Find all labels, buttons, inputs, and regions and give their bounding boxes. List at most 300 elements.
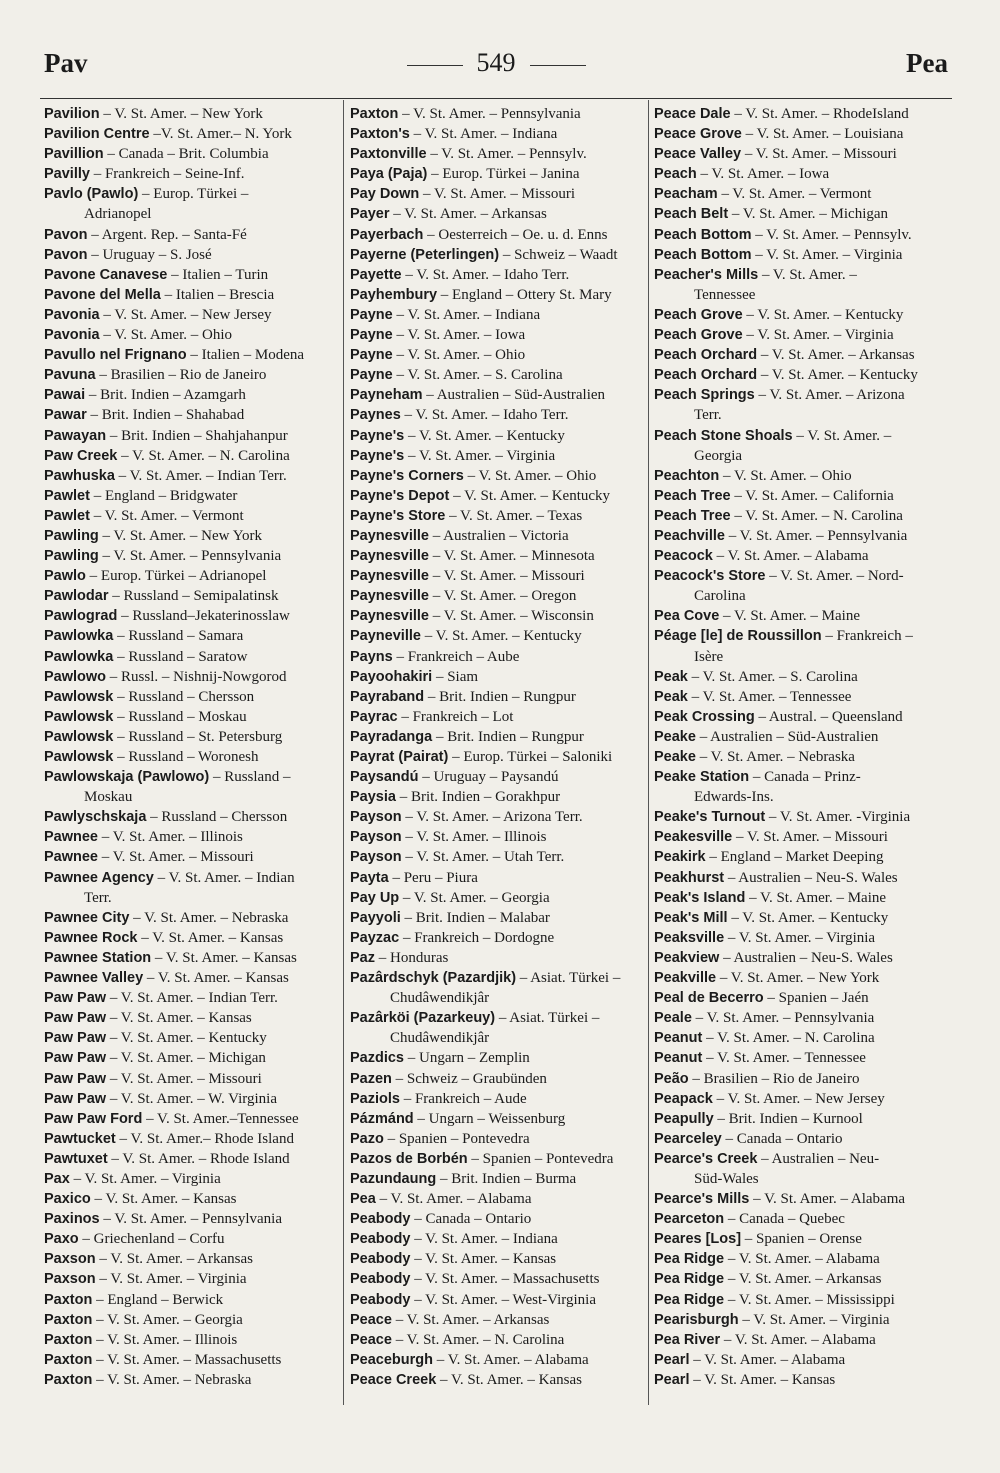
entry-headword: Paw Paw	[44, 1050, 107, 1067]
entry-headword: Paxson	[44, 1271, 96, 1288]
entry-location: – V. St. Amer. – Tennessee	[687, 688, 852, 705]
gazetteer-entry	[350, 888, 650, 908]
entry-location: – V. St. Amer. – Pennsylvania	[98, 548, 282, 565]
gazetteer-entry	[44, 586, 344, 606]
entry-location: – V. St. Amer. – Vermont	[89, 507, 244, 524]
entry-location: – V. St. Amer. – Arkansas	[757, 347, 915, 364]
gazetteer-entry-continuation	[44, 787, 344, 807]
column-1	[44, 104, 344, 1390]
entry-headword: Peakview	[654, 949, 720, 966]
entry-headword: Pavilion	[44, 106, 100, 122]
entry-location: – V. St. Amer. – New Jersey	[99, 306, 272, 323]
gazetteer-entry	[654, 827, 954, 847]
entry-location: Chudâwendikjâr	[390, 990, 490, 1007]
gazetteer-entry	[654, 747, 954, 767]
entry-location: – Russland – Chersson	[146, 809, 288, 826]
entry-headword: Peakirk	[654, 849, 706, 866]
entry-headword: Pea Cove	[654, 608, 720, 625]
entry-headword: Peão	[654, 1070, 689, 1087]
entry-headword: Paynesville	[350, 568, 429, 585]
gazetteer-entry	[654, 245, 954, 265]
gazetteer-entry	[654, 1129, 954, 1149]
gazetteer-entry	[44, 928, 344, 948]
entry-location: – V. St. Amer. – Alabama	[433, 1351, 589, 1368]
gazetteer-entry	[44, 506, 344, 526]
gazetteer-entry	[654, 486, 954, 506]
gazetteer-entry	[654, 325, 954, 345]
gazetteer-entry	[44, 767, 344, 787]
gazetteer-entry	[350, 847, 650, 867]
entry-location: – Uruguay – Paysandú	[418, 769, 559, 786]
entry-location: – England – Bridgwater	[89, 487, 238, 504]
entry-location: – V. St. Amer. – Arkansas	[389, 206, 547, 223]
entry-location: – V. St. Amer. – Kansas	[137, 929, 284, 946]
entry-location: – Frankreich – Aude	[399, 1090, 527, 1107]
entry-headword: Paysandú	[350, 769, 419, 786]
entry-location: – V. St. Amer. – N. Carolina	[702, 1030, 875, 1047]
gazetteer-entry	[350, 265, 650, 285]
entry-location: – V. St. Amer. – S. Carolina	[392, 367, 563, 384]
gazetteer-entry	[654, 526, 954, 546]
gazetteer-entry	[44, 1109, 344, 1129]
gazetteer-entry	[654, 847, 954, 867]
entry-headword: Peach Belt	[654, 206, 729, 223]
gazetteer-entry	[654, 1028, 954, 1048]
entry-headword: Paziols	[350, 1090, 400, 1107]
running-head-left: Pav	[44, 48, 88, 78]
entry-location: – Ungarn – Weissenburg	[413, 1110, 566, 1127]
gazetteer-entry	[350, 747, 650, 767]
entry-location: – Spanien – Orense	[741, 1231, 862, 1248]
entry-location: – Asiat. Türkei –	[495, 1010, 600, 1027]
entry-location: – V. St. Amer. – Alabama	[724, 1251, 880, 1268]
gazetteer-entry	[44, 1330, 344, 1350]
entry-location: – V. St. Amer. – Virginia	[69, 1170, 221, 1187]
entry-location: – V. St. Amer. – Ohio	[463, 467, 597, 484]
entry-location: – V. St. Amer. – Idaho Terr.	[400, 407, 569, 424]
entry-headword: Pawlograd	[44, 608, 118, 625]
gazetteer-entry	[654, 1209, 954, 1229]
gazetteer-entry	[350, 667, 650, 687]
gazetteer-entry-continuation	[654, 446, 954, 466]
entry-headword: Peabody	[350, 1291, 411, 1308]
entry-location: Terr.	[694, 407, 722, 424]
gazetteer-entry	[350, 1350, 650, 1370]
entry-headword: Pawlo	[44, 568, 86, 585]
entry-headword: Paxtonville	[350, 146, 427, 163]
entry-location: – Australien – Victoria	[429, 527, 569, 544]
entry-headword: Paynesville	[350, 588, 429, 605]
entry-location: – Frankreich –	[821, 628, 913, 645]
entry-location: – V. St. Amer. – Missouri	[419, 186, 576, 203]
entry-location: – Russland – St. Petersburg	[113, 728, 283, 745]
entry-headword: Pazârdschyk (Pazardjik)	[350, 970, 517, 987]
entry-headword: Payson	[350, 849, 402, 866]
gazetteer-entry	[654, 204, 954, 224]
entry-location: – V. St. Amer. – Arkansas	[391, 1311, 550, 1328]
gazetteer-entry	[654, 566, 954, 586]
entry-headword: Pay Up	[350, 889, 400, 906]
gazetteer-entry	[44, 1089, 344, 1109]
entry-location: – V. St. Amer. – Pennsylvania	[724, 527, 908, 544]
entry-location: – V. St. Amer. – Massachusetts	[92, 1351, 282, 1368]
gazetteer-entry	[654, 1310, 954, 1330]
entry-location: – V. St. Amer. – Arizona	[754, 387, 905, 404]
entry-headword: Pazen	[350, 1070, 392, 1087]
gazetteer-entry	[350, 1189, 650, 1209]
entry-headword: Pavone del Mella	[44, 286, 161, 303]
gazetteer-entry	[654, 184, 954, 204]
gazetteer-entry	[44, 486, 344, 506]
entry-location: – Australien – Neu-S. Wales	[719, 949, 893, 966]
entry-location: – V. St. Amer. – Alabama	[720, 1331, 876, 1348]
entry-headword: Pavonia	[44, 306, 100, 323]
entry-location: – V. St. Amer. – Ohio	[99, 327, 232, 344]
gazetteer-entry-continuation	[654, 285, 954, 305]
gazetteer-entry	[350, 405, 650, 425]
entry-headword: Payne's Store	[350, 507, 446, 524]
entry-location: – Canada – Ontario	[410, 1211, 532, 1228]
gazetteer-entry	[350, 345, 650, 365]
entry-headword: Payhembury	[350, 286, 438, 303]
gazetteer-entry	[654, 365, 954, 385]
entry-location: – V. St. Amer. – Ohio	[719, 467, 852, 484]
entry-location: Edwards-Ins.	[694, 789, 774, 806]
gazetteer-entry-continuation	[654, 787, 954, 807]
entry-location: – V. St. Amer. –	[792, 427, 892, 444]
entry-location: – V. St. Amer. – Kentucky	[727, 909, 889, 926]
entry-location: – V. St. Amer. – Pennsylvania	[398, 106, 581, 122]
gazetteer-entry	[350, 144, 650, 164]
entry-headword: Paxton	[44, 1331, 93, 1348]
gazetteer-entry	[44, 245, 344, 265]
gazetteer-entry	[654, 546, 954, 566]
entry-headword: Pawlowsk	[44, 688, 114, 705]
entry-location: – V. St. Amer. – Alabama	[375, 1191, 532, 1208]
entry-headword: Pea	[350, 1191, 376, 1208]
entry-headword: Peak Crossing	[654, 708, 755, 725]
entry-location: – V. St. Amer. – Virginia	[751, 246, 903, 263]
entry-location: –V. St. Amer.– N. York	[149, 126, 292, 143]
gazetteer-entry	[44, 626, 344, 646]
entry-location: – Honduras	[375, 949, 449, 966]
gazetteer-entry	[44, 426, 344, 446]
entry-headword: Pawlet	[44, 507, 90, 524]
entry-location: – V. St. Amer. – Maine	[719, 608, 861, 625]
gazetteer-entry	[654, 667, 954, 687]
gazetteer-entry	[44, 1310, 344, 1330]
gazetteer-entry	[350, 1048, 650, 1068]
entry-headword: Pawlowsk	[44, 749, 114, 765]
gazetteer-entry	[44, 1008, 344, 1028]
entry-headword: Pawlyschskaja	[44, 809, 147, 826]
entry-location: – V. St. Amer. – Pennsylv.	[751, 226, 912, 243]
gazetteer-entry	[350, 1249, 650, 1269]
entry-headword: Payerbach	[350, 226, 424, 243]
entry-location: – Canada – Prinz-	[749, 769, 861, 786]
gazetteer-entry	[350, 868, 650, 888]
entry-location: Carolina	[694, 588, 746, 605]
gazetteer-entry-continuation	[350, 1028, 650, 1048]
gazetteer-entry	[654, 1249, 954, 1269]
entry-location: – V. St. Amer. – New York	[716, 970, 880, 987]
gazetteer-entry	[44, 385, 344, 405]
entry-location: – Brit. Indien – Kurnool	[713, 1110, 863, 1127]
gazetteer-entry	[654, 928, 954, 948]
gazetteer-entry	[350, 446, 650, 466]
gazetteer-entry	[44, 747, 344, 767]
entry-location: – V. St. Amer. – W. Virginia	[106, 1090, 278, 1107]
entry-headword: Peachton	[654, 467, 720, 484]
gazetteer-entry	[350, 365, 650, 385]
entry-location: – Spanien – Jaén	[763, 990, 869, 1007]
entry-headword: Payneville	[350, 628, 421, 645]
entry-headword: Payerne (Peterlingen)	[350, 246, 500, 263]
entry-headword: Paxico	[44, 1191, 91, 1208]
gazetteer-entry	[654, 466, 954, 486]
gazetteer-entry	[654, 164, 954, 184]
entry-location: – V. St. Amer. – Pennsylvania	[691, 1010, 875, 1027]
column-3	[654, 104, 954, 1390]
entry-location: – V. St. Amer. – Michigan	[728, 206, 889, 223]
gazetteer-entry	[654, 1229, 954, 1249]
gazetteer-entry	[44, 1229, 344, 1249]
gazetteer-entry	[654, 908, 954, 928]
entry-headword: Pearl	[654, 1351, 690, 1368]
entry-location: – Schweiz – Waadt	[499, 246, 618, 263]
gazetteer-entry	[350, 225, 650, 245]
header-dash-left	[407, 65, 463, 66]
entry-headword: Péage [le] de Roussillon	[654, 628, 822, 645]
entry-location: – Frankreich – Lot	[397, 708, 514, 725]
gazetteer-entry	[654, 1350, 954, 1370]
column-2	[350, 104, 650, 1390]
entry-headword: Payne	[350, 306, 393, 323]
entry-headword: Peapully	[654, 1110, 714, 1127]
gazetteer-entry	[654, 1149, 954, 1169]
entry-headword: Pay Down	[350, 186, 420, 203]
entry-location: – Brasilien – Rio de Janeiro	[95, 367, 267, 384]
entry-location: Chudâwendikjâr	[390, 1030, 490, 1047]
entry-location: – Frankreich – Seine-Inf.	[89, 166, 245, 183]
entry-location: – V. St. Amer. – Rhode Island	[107, 1150, 290, 1167]
entry-location: – Siam	[432, 668, 479, 685]
entry-location: – Europ. Türkei – Adrianopel	[85, 568, 267, 585]
entry-headword: Peace	[350, 1311, 392, 1328]
entry-headword: Peaksville	[654, 929, 725, 946]
gazetteer-entry	[44, 667, 344, 687]
entry-headword: Pawnee Station	[44, 949, 152, 966]
running-head-right: Pea	[906, 48, 948, 78]
entry-headword: Peak	[654, 668, 688, 685]
entry-headword: Pawnee Rock	[44, 929, 138, 946]
gazetteer-entry	[44, 707, 344, 727]
entry-headword: Peach Bottom	[654, 226, 752, 243]
entry-location: – V. St. Amer. -Virginia	[765, 809, 911, 826]
gazetteer-entry	[654, 265, 954, 285]
entry-headword: Peach Grove	[654, 306, 743, 323]
gazetteer-entry	[350, 526, 650, 546]
entry-location: – V. St. Amer. – Indiana	[392, 306, 541, 323]
entry-headword: Pearce's Creek	[654, 1150, 758, 1167]
entry-location: – England – Berwick	[92, 1291, 224, 1308]
gazetteer-entry	[350, 968, 650, 988]
entry-location: – V. St. Amer. – Kentucky	[420, 628, 582, 645]
gazetteer-entry	[654, 1189, 954, 1209]
entry-location: – V. St. Amer. – N. Carolina	[117, 447, 290, 464]
entry-location: – V. St. Amer. – Wisconsin	[429, 608, 594, 625]
entry-location: – Ungarn – Zemplin	[404, 1050, 530, 1067]
gazetteer-entry	[654, 687, 954, 707]
entry-location: – V. St. Amer. – Missouri	[741, 146, 897, 163]
entry-headword: Pazdics	[350, 1050, 404, 1067]
gazetteer-entry	[44, 647, 344, 667]
gazetteer-entry	[350, 707, 650, 727]
gazetteer-entry	[350, 647, 650, 667]
gazetteer-entry	[44, 1269, 344, 1289]
gazetteer-entry	[654, 626, 954, 646]
entry-location: – Oesterreich – Oe. u. d. Enns	[423, 226, 608, 243]
gazetteer-entry	[654, 1048, 954, 1068]
gazetteer-entry	[44, 285, 344, 305]
entry-location: – Canada – Quebec	[724, 1211, 845, 1228]
gazetteer-entry	[44, 365, 344, 385]
entry-headword: Payne's Depot	[350, 487, 450, 504]
gazetteer-entry	[44, 1189, 344, 1209]
gazetteer-entry	[44, 104, 344, 124]
gazetteer-entry	[654, 1089, 954, 1109]
gazetteer-entry	[350, 948, 650, 968]
entry-location: – V. St. Amer. – Missouri	[429, 568, 585, 585]
entry-location: – V. St. Amer. – Illinois	[98, 829, 243, 846]
gazetteer-entry	[350, 586, 650, 606]
entry-headword: Paw Paw	[44, 1090, 107, 1107]
entry-headword: Pawai	[44, 387, 86, 404]
entry-location: – Russland – Samara	[113, 628, 244, 645]
gazetteer-entry	[350, 546, 650, 566]
entry-headword: Peach Grove	[654, 327, 743, 344]
entry-headword: Paxinos	[44, 1211, 100, 1228]
entry-headword: Paya (Paja)	[350, 166, 428, 183]
entry-location: – Griechenland – Corfu	[78, 1231, 225, 1248]
entry-headword: Peace Grove	[654, 126, 742, 143]
gazetteer-entry	[44, 1028, 344, 1048]
entry-headword: Paxton	[44, 1351, 93, 1368]
entry-location: – Brit. Indien – Azamgarh	[85, 387, 246, 404]
entry-headword: Payson	[350, 809, 402, 826]
entry-headword: Payne's Corners	[350, 467, 464, 484]
gazetteer-entry	[350, 1330, 650, 1350]
entry-headword: Pavilion Centre	[44, 126, 150, 143]
entry-headword: Payne's	[350, 427, 405, 444]
gazetteer-entry	[654, 888, 954, 908]
gazetteer-entry	[350, 506, 650, 526]
gazetteer-entry	[350, 305, 650, 325]
entry-location: – V. St. Amer. – New York	[99, 106, 263, 122]
gazetteer-entry	[350, 104, 650, 124]
gazetteer-entry-continuation	[654, 405, 954, 425]
entry-location: – V. St. Amer. – Indian Terr.	[114, 467, 287, 484]
entry-headword: Peakhurst	[654, 869, 725, 886]
entry-headword: Payer	[350, 206, 390, 223]
entry-location: – Frankreich – Dordogne	[399, 929, 555, 946]
entry-location: – Russland – Saratow	[113, 648, 248, 665]
entry-headword: Paxton	[44, 1291, 93, 1308]
gazetteer-entry	[44, 1350, 344, 1370]
entry-headword: Peace Creek	[350, 1371, 437, 1388]
entry-headword: Paynesville	[350, 527, 429, 544]
entry-headword: Paynes	[350, 407, 401, 424]
gazetteer-entry	[44, 164, 344, 184]
entry-location: – V. St. Amer. – Tennessee	[702, 1050, 866, 1067]
entry-location: – Argent. Rep. – Santa-Fé	[87, 226, 247, 243]
entry-headword: Peaceburgh	[350, 1351, 433, 1368]
entry-location: – V. St. Amer.–Tennessee	[142, 1110, 299, 1127]
entry-location: Isère	[694, 648, 724, 665]
entry-headword: Peace	[350, 1331, 392, 1348]
entry-headword: Pavon	[44, 226, 88, 243]
entry-location: – V. St. Amer. – Missouri	[106, 1070, 262, 1087]
entry-location: – V. St. Amer. – New York	[98, 527, 263, 544]
gazetteer-entry	[350, 1008, 650, 1028]
entry-location: – Russland – Semipalatinsk	[108, 588, 279, 605]
gazetteer-entry	[350, 606, 650, 626]
entry-location: – V. St. Amer. – Kentucky	[449, 487, 611, 504]
gazetteer-entry	[350, 566, 650, 586]
entry-location: – Brit. Indien – Rungpur	[432, 728, 584, 745]
entry-headword: Paynesville	[350, 548, 429, 565]
entry-location: – V. St. Amer. – New Jersey	[712, 1090, 885, 1107]
gazetteer-entry	[654, 807, 954, 827]
entry-location: – V. St. Amer. – West-Virginia	[410, 1291, 596, 1308]
entry-location: – V. St. Amer. – Alabama	[749, 1191, 906, 1208]
gazetteer-entry	[350, 1209, 650, 1229]
gazetteer-entry	[350, 1269, 650, 1289]
entry-headword: Pavilly	[44, 166, 90, 183]
gazetteer-entry-continuation	[654, 586, 954, 606]
entry-location: – V. St. Amer. – Iowa	[696, 166, 830, 183]
gazetteer-entry	[44, 526, 344, 546]
gazetteer-entry-continuation	[654, 647, 954, 667]
gazetteer-entry	[350, 204, 650, 224]
entry-location: – Australien – Neu-S. Wales	[724, 869, 898, 886]
entry-location: – V. St. Amer. – N. Carolina	[730, 507, 903, 524]
gazetteer-entry-continuation	[350, 988, 650, 1008]
gazetteer-entry	[654, 345, 954, 365]
entry-location: – Brit. Indien – Gorakhpur	[395, 789, 561, 806]
entry-headword: Pawnee Agency	[44, 869, 154, 886]
entry-location: – V. St. Amer. – Virginia	[724, 929, 876, 946]
entry-headword: Paw Paw	[44, 990, 107, 1007]
entry-headword: Paxton	[350, 106, 399, 122]
entry-headword: Paw Paw	[44, 1030, 107, 1047]
entry-headword: Payne	[350, 347, 393, 364]
gazetteer-entry	[654, 707, 954, 727]
entry-location: – V. St. Amer. – Kansas	[106, 1010, 252, 1027]
entry-headword: Peares [Los]	[654, 1231, 742, 1248]
entry-headword: Pawlowsk	[44, 708, 114, 725]
gazetteer-entry	[44, 325, 344, 345]
entry-location: – V. St. Amer. – Indiana	[410, 1231, 558, 1248]
gazetteer-entry	[44, 566, 344, 586]
entry-headword: Payzac	[350, 929, 400, 946]
entry-headword: Payneham	[350, 387, 423, 404]
entry-headword: Payraband	[350, 688, 425, 705]
entry-location: – Frankreich – Aube	[392, 648, 520, 665]
entry-location: – Schweiz – Graubünden	[391, 1070, 547, 1087]
entry-location: – Brit. Indien – Burma	[436, 1170, 577, 1187]
entry-headword: Peak	[654, 688, 688, 705]
